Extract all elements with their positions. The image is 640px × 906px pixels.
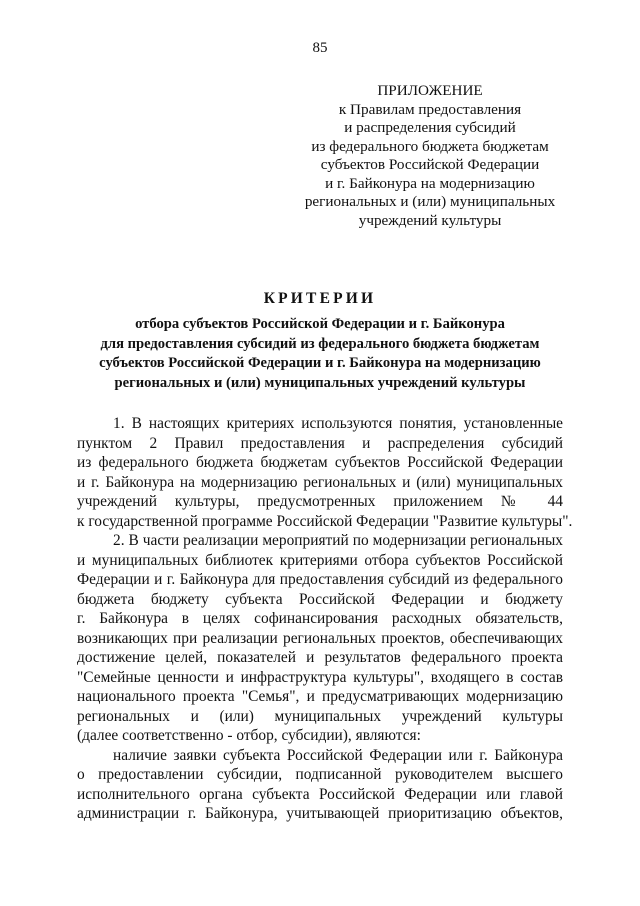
paragraph-2-line: "Семейные ценности и инфраструктура культуры", входящего в состав xyxy=(77,668,563,686)
appendix-line: из федерального бюджета бюджетам xyxy=(311,137,549,155)
appendix-line: учреждений культуры xyxy=(358,211,502,229)
page-number: 85 xyxy=(312,40,328,56)
paragraph-2-line: и муниципальных библиотек критериями отбора субъектов Российской xyxy=(77,551,563,569)
document-subtitle xyxy=(60,315,580,393)
paragraph-2-line: возникающих при реализации региональных проектов, обеспечивающих xyxy=(77,629,563,647)
appendix-line: региональных и (или) муниципальных xyxy=(304,193,556,210)
paragraph-1-line: из федерального бюджета бюджетам субъектов Российской Федерации xyxy=(77,454,563,471)
paragraph-3-line: о предоставлении субсидии, подписанной руководителем высшего xyxy=(77,766,563,783)
paragraph-2-line: г. Байконура в целях софинансирования расходных обязательств, xyxy=(77,610,563,627)
appendix-line: ПРИЛОЖЕНИЕ xyxy=(377,82,483,99)
subtitle-line: региональных и (или) муниципальных учреждений культуры xyxy=(114,374,526,391)
document-title: КРИТЕРИИ xyxy=(263,290,377,307)
paragraph-2-line: Федерации и г. Байконура для предоставления субсидий из федерального xyxy=(77,571,563,588)
subtitle-line: отбора субъектов Российской Федерации и г. Байконура xyxy=(135,316,505,332)
paragraph-1-line: и г. Байконура на модернизацию региональных и (или) муниципальных xyxy=(77,473,563,491)
paragraph-1-line: пунктом 2 Правил предоставления и распределения субсидий xyxy=(77,434,563,452)
appendix-line: субъектов Российской Федерации xyxy=(320,156,540,173)
paragraph-3-line: наличие заявки субъекта Российской Федерации или г. Байконура xyxy=(113,746,563,764)
paragraph-2-line: региональных и (или) муниципальных учреждений культуры xyxy=(77,707,563,725)
appendix-line: и распределения субсидий xyxy=(344,119,516,136)
appendix-header xyxy=(296,82,564,230)
paragraph-3-line: администрации г. Байконура, учитывающей приоритизацию объектов, xyxy=(77,805,563,822)
paragraph-1-line: учреждений культуры, предусмотренных приложением № 44 xyxy=(77,493,563,510)
subtitle-line: субъектов Российской Федерации и г. Байконура на модернизацию xyxy=(99,355,541,371)
paragraph-3-line: исполнительного органа субъекта Российской Федерации или главой xyxy=(77,785,563,803)
paragraph-1-line: к государственной программе Российской Федерации "Развитие культуры". xyxy=(77,512,573,530)
paragraph-2-line: бюджета бюджету субъекта Российской Федерации и бюджету xyxy=(77,590,563,608)
paragraph-1-line: 1. В настоящих критериях используются понятия, установленные xyxy=(113,415,563,432)
subtitle-line: для предоставления субсидий из федерального бюджета бюджетам xyxy=(100,335,540,352)
paragraph-2-line: национального проекта "Семья", и предусматривающих модернизацию xyxy=(77,688,563,705)
appendix-line: к Правилам предоставления xyxy=(338,100,522,118)
appendix-line: и г. Байконура на модернизацию xyxy=(325,174,535,192)
paragraph-2-line: (далее соответственно - отбор, субсидии), являются: xyxy=(77,727,421,744)
paragraph-2-line: достижение целей, показателей и результатов федерального проекта xyxy=(77,649,563,666)
document-body xyxy=(77,414,573,824)
paragraph-2-line: 2. В части реализации мероприятий по модернизации региональных xyxy=(113,532,563,549)
